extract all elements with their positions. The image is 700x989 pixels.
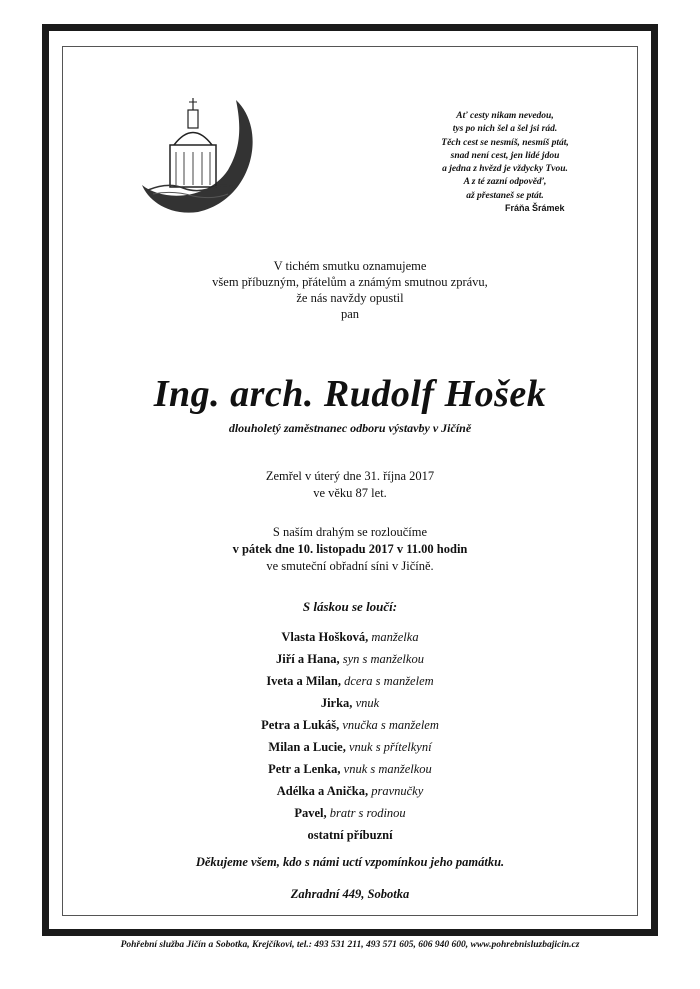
poem-line: A z té zazní odpověď,	[463, 177, 547, 188]
mourner-row	[0, 692, 700, 714]
mourner-name: Vlasta Hošková,	[281, 630, 369, 644]
church-crescent-emblem-icon	[128, 90, 258, 215]
intro-line: všem příbuzným, přátelům a známým smutnou zprávu,	[212, 275, 488, 289]
mourner-relation: manželka	[371, 630, 419, 644]
poem-author: Fráňa Šrámek	[505, 203, 565, 213]
mourner-relation: bratr s rodinou	[329, 806, 406, 820]
poem-line: až přestaneš se ptát.	[466, 190, 544, 201]
mourner-row	[0, 714, 700, 736]
poem-line: snad není cest, jen lidé jdou	[450, 150, 560, 161]
deceased-name: Ing. arch. Rudolf Hošek	[153, 373, 547, 415]
poem	[400, 110, 610, 203]
mourner-row	[0, 802, 700, 824]
mourner-relation: syn s manželkou	[342, 652, 424, 666]
death-notice	[0, 468, 700, 502]
mourner-name: Jirka,	[320, 696, 353, 710]
mourner-name: Petr a Lenka,	[268, 762, 341, 776]
mourner-name: Petra a Lukáš,	[261, 718, 340, 732]
intro-line: že nás navždy opustil	[296, 291, 404, 305]
mourner-name: Pavel,	[294, 806, 327, 820]
mourner-row	[0, 824, 700, 846]
mourner-row	[0, 626, 700, 648]
announcement-intro	[0, 258, 700, 322]
mourner-name: Milan a Lucie,	[268, 740, 346, 754]
mourner-row	[0, 648, 700, 670]
mourner-row	[0, 758, 700, 780]
mourner-relation: vnučka s manželem	[342, 718, 439, 732]
mourner-relation: vnuk s přítelkyní	[348, 740, 432, 754]
mourner-relation: vnuk s manželkou	[343, 762, 432, 776]
deceased-occupation: dlouholetý zaměstnanec odboru výstavby v Jičíně	[228, 421, 472, 435]
farewell-info	[0, 524, 700, 575]
mourner-relation: dcera s manželem	[344, 674, 434, 688]
poem-line: Těch cest se nesmíš, nesmíš ptát,	[441, 137, 569, 148]
farewell-place: ve smuteční obřadní síni v Jičíně.	[266, 559, 434, 573]
intro-line: V tichém smutku oznamujeme	[273, 259, 427, 273]
mourner-name: Adélka a Anička,	[276, 784, 369, 798]
thanks-line: Děkujeme všem, kdo s námi uctí vzpomínkou jeho památku.	[195, 855, 505, 869]
poem-line: Ať cesty nikam nevedou,	[456, 111, 554, 121]
farewell-line: S naším drahým se rozloučíme	[272, 525, 428, 539]
death-age: ve věku 87 let.	[313, 486, 387, 500]
mourner-name: Iveta a Milan,	[266, 674, 341, 688]
death-date: Zemřel v úterý dne 31. října 2017	[265, 469, 435, 483]
mourner-relation: pravnučky	[371, 784, 424, 798]
mourner-name: Jiří a Hana,	[276, 652, 340, 666]
intro-line: pan	[340, 307, 360, 321]
funeral-service-footer: Pohřební služba Jičín a Sobotka, Krejčíkovi, tel.: 493 531 211, 493 571 605, 606 940 600, www.pohrebnisluzbajicin.cz	[120, 940, 580, 950]
address-line: Zahradní 449, Sobotka	[290, 887, 410, 901]
mourner-relation: vnuk	[355, 696, 380, 710]
mourner-row	[0, 670, 700, 692]
mourners-list	[0, 626, 700, 846]
poem-line: tys po nich šel a šel jsi rád.	[452, 124, 558, 135]
mourner-row	[0, 736, 700, 758]
poem-line: a jedna z hvězd je vždycky Tvou.	[442, 164, 568, 175]
mourners-heading: S láskou se loučí:	[302, 599, 398, 614]
mourner-row	[0, 780, 700, 802]
mourner-name: ostatní příbuzní	[307, 828, 393, 842]
farewell-datetime: v pátek dne 10. listopadu 2017 v 11.00 hodin	[232, 542, 468, 556]
